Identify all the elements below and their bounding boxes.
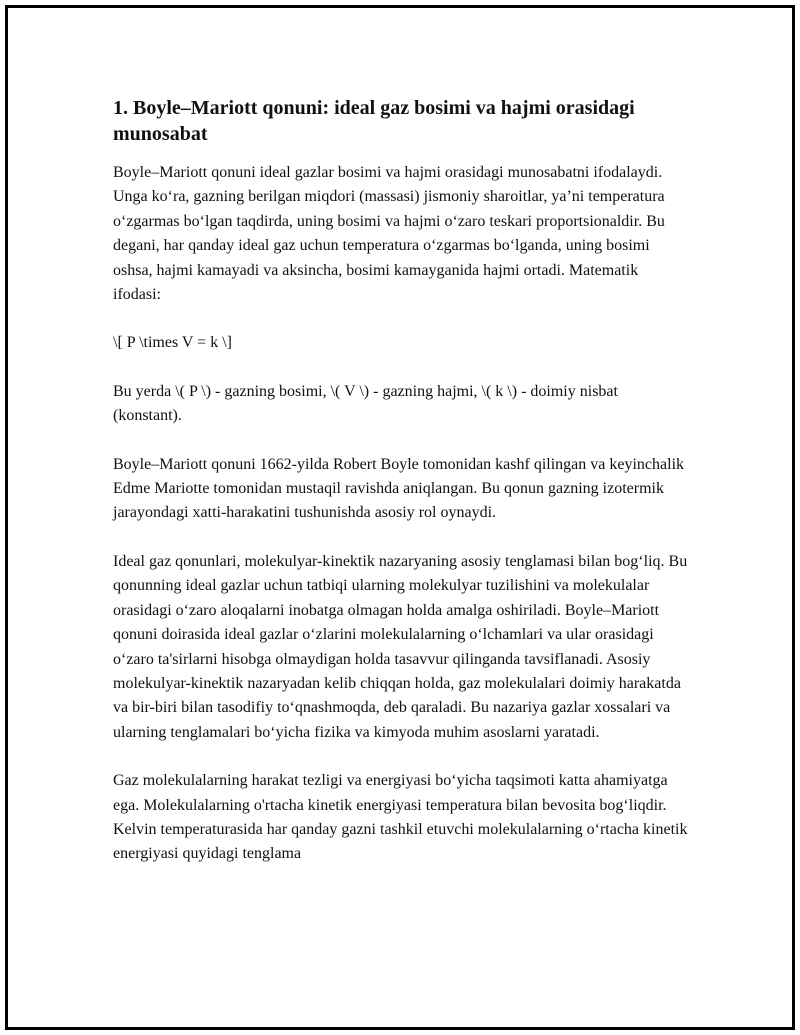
paragraph-molecular-theory: Ideal gaz qonunlari, molekulyar-kinektik nazaryaning asosiy tenglamasi bilan bog‘liq. Bu qonunning ideal gazlar uchun tatbiqi ularning molekulyar tuzilishini va molekulalar orasidagi o‘zaro aloqalarni inobatga olmagan holda amalga oshiriladi. Boyle–Mariott qonuni doirasida ideal gazlar o‘zlarini molekulalarning o‘lchamlari va ular orasidagi o‘zaro ta'sirlarni hisobga olmaydigan holda tasavvur qilinganda tavsiflanadi. Asosiy molekulyar-kinektik nazaryadan kelib chiqqan holda, gaz molekulalari doimiy harakatda va bir-biri bilan tasodifiy to‘qnashmoqda, deb qaraladi. Bu nazariya gazlar xossalari va ularning tenglamalari bo‘yicha fizika va kimyoda muhim asoslarni yaratadi. [113, 552, 688, 741]
section-heading: 1. Boyle–Mariott qonuni: ideal gaz bosimi va hajmi orasidagi munosabat [113, 97, 635, 145]
paragraph-variables: Bu yerda \( P \) - gazning bosimi, \( V \) - gazning hajmi, \( k \) - doimiy nisbat (konstant). [113, 382, 618, 425]
paragraph-intro: Boyle–Mariott qonuni ideal gazlar bosimi va hajmi orasidagi munosabatni ifodalaydi. Unga ko‘ra, gazning berilgan miqdori (massasi) jismoniy sharoitlar, ya’ni temperatura o‘zgarmas bo‘lgan taqdirda, uning bosimi va hajmi o‘zaro teskari proportsionaldir. Bu degani, har qanday ideal gaz uchun temperatura o‘zgarmas bo‘lganda, uning bosimi oshsa, hajmi kamayadi va aksincha, bosimi kamayganida hajmi ortadi. Matematik ifodasi: [113, 164, 665, 304]
document-body [113, 95, 688, 891]
paragraph-kinetic-energy: Gaz molekulalarning harakat tezligi va energiyasi bo‘yicha taqsimoti katta ahamiyatga ega. Molekulalarning o'rtacha kinetik energiyasi temperatura bilan bevosita bog‘liqdir. Kelvin temperaturasida har qanday gazni tashkil etuvchi molekulalarning o‘rtacha kinetik energiyasi quyidagi tenglama [113, 772, 688, 863]
paragraph-history: Boyle–Mariott qonuni 1662-yilda Robert Boyle tomonidan kashf qilingan va keyinchalik Edme Mariotte tomonidan mustaqil ravishda aniqlangan. Bu qonun gazning izotermik jarayondagi xatti-harakatini tushunishda asosiy rol oynaydi. [113, 455, 685, 522]
formula-line: \[ P \times V = k \] [113, 334, 232, 352]
